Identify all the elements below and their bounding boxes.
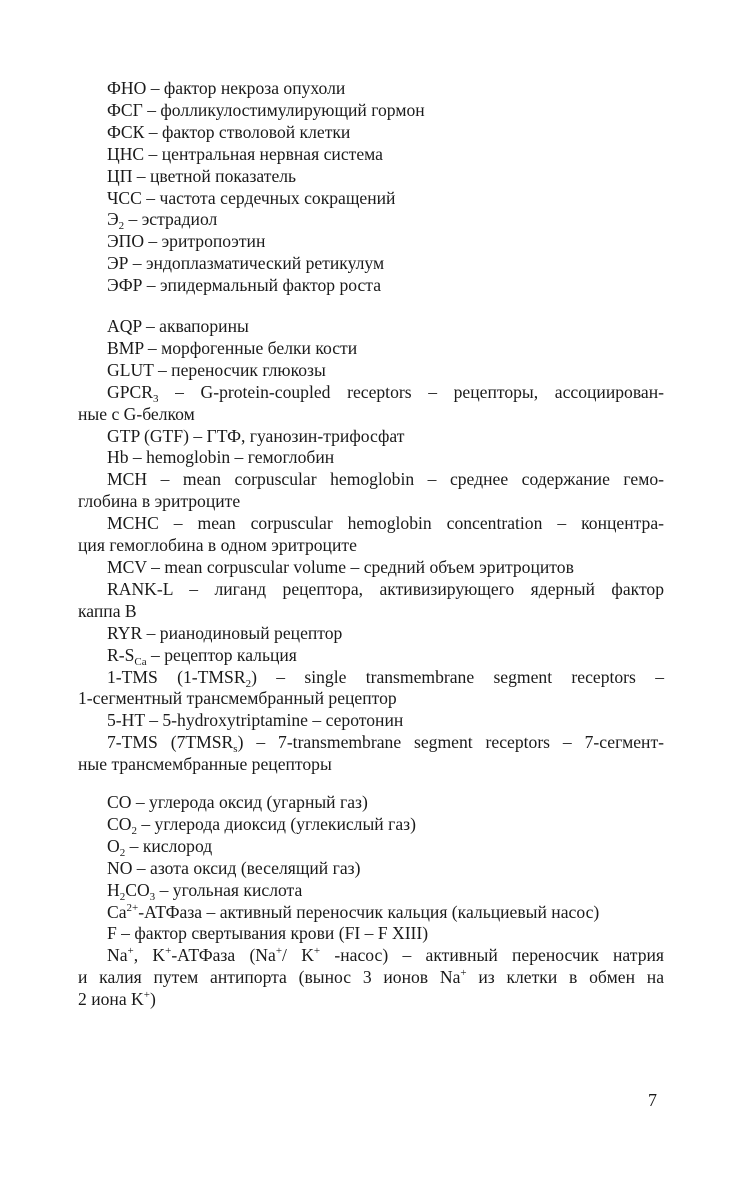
abbr-line: ФНО – фактор некроза опухоли	[107, 78, 346, 98]
subscript: 2	[118, 220, 125, 233]
subscript: 3	[152, 392, 159, 405]
abbr-text: CO	[107, 813, 132, 834]
superscript: +	[275, 945, 283, 958]
subscript: 2	[119, 846, 126, 859]
abbr-line: MCH – mean corpuscular hemoglobin – среднее содержание гемо-	[107, 469, 664, 490]
abbr-line: BMP – морфогенные белки кости	[107, 337, 358, 358]
abbr-continuation	[78, 989, 664, 1011]
abbr-continuation: каппа B	[78, 600, 137, 621]
abbr-line	[78, 880, 664, 902]
abbreviations-latin	[78, 316, 664, 776]
abbr-text: , K	[133, 945, 166, 966]
abbr-text: ) – single transmembrane segment receptors –	[251, 666, 664, 687]
abbr-line	[78, 667, 664, 689]
page-number: 7	[648, 1090, 657, 1110]
abbr-line: GTP (GTF) – ГТФ, гуанозин-трифосфат	[107, 425, 405, 446]
superscript: +	[143, 989, 150, 1002]
abbr-line: RANK-L – лиганд рецептора, активизирующего ядерный фактор	[107, 578, 664, 599]
abbr-text: – угольная кислота	[155, 879, 303, 900]
abbr-line	[78, 902, 664, 924]
abbr-line: ЦП – цветной показатель	[107, 165, 297, 186]
abbr-line	[78, 732, 664, 754]
abbr-line: F – фактор свертывания крови (FI – F XIII)	[107, 923, 429, 944]
abbr-line: RYR – рианодиновый рецептор	[107, 622, 343, 643]
subscript: s	[233, 743, 238, 756]
abbr-line	[78, 209, 664, 231]
abbr-text: 7-TMS (7TMSR	[107, 732, 234, 753]
abbr-line: AQP – аквапорины	[107, 316, 249, 336]
subscript: 3	[149, 890, 156, 903]
abbr-text: GPCR	[107, 381, 153, 402]
subscript: 2	[131, 824, 137, 837]
abbr-text: 1-TMS (1-TMSR	[107, 666, 246, 687]
abbr-line: ЭР – эндоплазматический ретикулум	[107, 253, 385, 274]
abbr-continuation: ция гемоглобина в одном эритроците	[78, 535, 357, 556]
superscript: +	[313, 945, 321, 958]
abbr-line: 5-HT – 5-hydroxytriptamine – серотонин	[107, 710, 404, 731]
superscript: +	[165, 945, 172, 958]
abbr-line: CO – углерода оксид (угарный газ)	[107, 792, 368, 812]
abbr-text: -АТФаза – активный переносчик кальция (кальциевый насос)	[138, 901, 600, 922]
superscript: 2+	[126, 901, 139, 914]
superscript: +	[460, 967, 467, 980]
abbr-text: H	[107, 879, 120, 900]
abbr-line: ЭФР – эпидермальный фактор роста	[107, 275, 382, 296]
subscript: 2	[119, 890, 126, 903]
abbr-line: ЭПО – эритропоэтин	[107, 231, 266, 252]
abbr-text: O	[107, 835, 120, 856]
abbr-text: Э	[107, 209, 119, 230]
abbr-text: 2 иона K	[78, 989, 144, 1010]
abbr-line: NO – азота оксид (веселящий газ)	[107, 857, 361, 878]
abbr-line: GLUT – переносчик глюкозы	[107, 359, 326, 380]
superscript: +	[127, 945, 134, 958]
abbr-line: MCV – mean corpuscular volume – средний объем эритроцитов	[107, 556, 574, 577]
abbr-continuation: 1-сегментный трансмембранный рецептор	[78, 688, 397, 709]
abbr-text: CO	[125, 879, 150, 900]
subscript: Ca	[134, 655, 147, 668]
abbr-line: ФСК – фактор стволовой клетки	[107, 121, 351, 142]
abbr-text: и калия путем антипорта (вынос 3 ионов Na	[78, 967, 461, 988]
abbr-line	[78, 945, 664, 967]
abbr-line: ЧСС – частота сердечных сокращений	[107, 187, 396, 208]
abbreviations-russian	[78, 78, 664, 297]
abbr-text: R-S	[107, 644, 135, 665]
abbr-line: MCHC – mean corpuscular hemoglobin concentration – концентра-	[107, 513, 664, 534]
abbr-text: – эстрадиол	[124, 209, 218, 230]
abbr-text: из клетки в обмен на	[466, 967, 664, 988]
abbreviations-chemical	[78, 792, 664, 1011]
abbr-line	[78, 836, 664, 858]
abbr-text: / K	[282, 945, 314, 966]
abbr-text: – углерода диоксид (углекислый газ)	[136, 813, 416, 834]
abbr-continuation: ные с G-белком	[78, 403, 195, 424]
abbr-continuation: глобина в эритроците	[78, 491, 241, 512]
abbr-text: – G-protein-coupled receptors – рецепторы, ассоциирован-	[158, 381, 664, 402]
abbr-text: -насос) – активный переносчик натрия	[320, 945, 664, 966]
abbr-line: Hb – hemoglobin – гемоглобин	[107, 447, 335, 468]
abbr-text: Ca	[107, 901, 127, 922]
abbr-continuation: ные трансмембранные рецепторы	[78, 754, 332, 775]
abbr-text: )	[149, 989, 156, 1010]
abbr-line: ФСГ – фолликулостимулирующий гормон	[107, 99, 425, 120]
abbr-line: ЦНС – центральная нервная система	[107, 143, 383, 164]
abbr-line	[78, 382, 664, 404]
abbr-text: ) – 7-transmembrane segment receptors – 7-сегмент-	[237, 732, 664, 753]
abbr-line	[78, 645, 664, 667]
subscript: 2	[245, 677, 252, 690]
abbr-continuation	[78, 967, 664, 989]
abbr-text: Na	[107, 945, 128, 966]
abbr-text: – рецептор кальция	[146, 644, 297, 665]
abbr-line	[78, 814, 664, 836]
abbr-text: -АТФаза (Na	[171, 945, 276, 966]
abbr-text: – кислород	[125, 835, 213, 856]
